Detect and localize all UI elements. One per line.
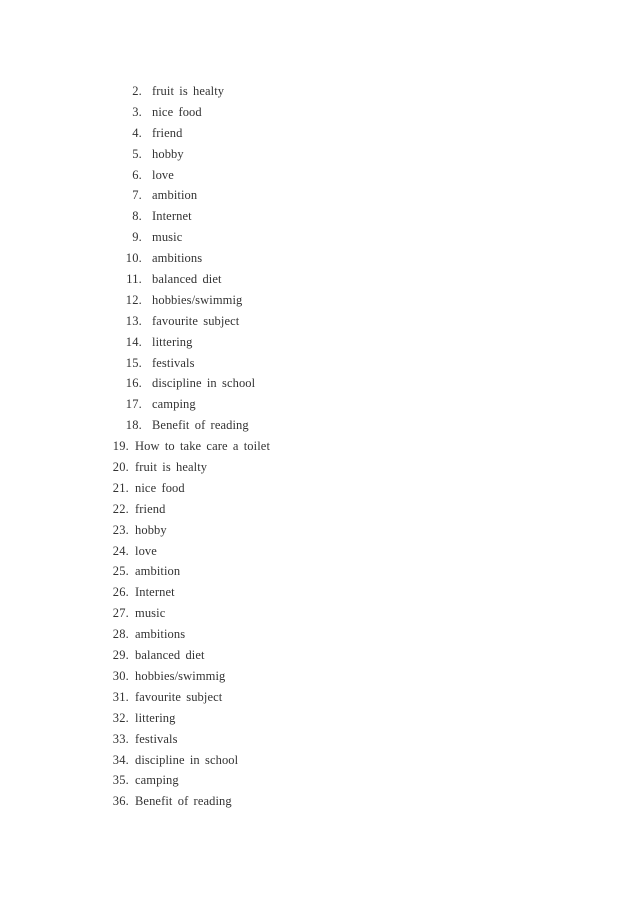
list-item-text: balanced diet [152, 272, 222, 287]
list-item [0, 624, 638, 645]
list-item [0, 81, 638, 102]
list-item-text: fruit is healty [152, 84, 225, 98]
list-item-number: 18. [125, 418, 142, 433]
list-item [0, 457, 638, 478]
list-item [0, 144, 638, 165]
list-item-number: 30. [112, 668, 129, 683]
list-item [0, 123, 638, 144]
list-item [0, 729, 638, 750]
list-item-number: 7. [132, 188, 142, 203]
list-item [0, 227, 638, 248]
list-item-number: 12. [125, 292, 142, 307]
list-item [0, 520, 638, 541]
list-item-text: favourite subject [152, 313, 240, 328]
list-item-text: music [135, 606, 166, 621]
list-item [0, 582, 638, 603]
list-item-text: favourite subject [135, 689, 223, 704]
list-item-text: love [135, 543, 157, 558]
list-item-text: love [152, 167, 174, 182]
list-item-text: camping [135, 773, 179, 788]
list-item-number: 27. [112, 606, 129, 621]
list-item-number: 15. [125, 355, 142, 370]
list-item-number: 4. [132, 125, 142, 140]
list-item-number: 16. [125, 376, 142, 391]
list-item-text: littering [152, 334, 193, 349]
list-item-text: fruit is healty [135, 460, 208, 475]
list-item [0, 791, 638, 812]
list-item-number: 8. [132, 209, 142, 224]
list-item [0, 373, 638, 394]
list-item-text: Benefit of reading [135, 794, 232, 809]
list-item-number: 14. [125, 334, 142, 349]
list-item-number: 26. [112, 585, 129, 600]
list-item-number: 11. [126, 272, 142, 287]
list-item-text: ambitions [152, 251, 203, 266]
list-item-number: 17. [125, 397, 142, 412]
list-item-text: nice food [135, 480, 185, 495]
list-item-text: Internet [152, 209, 192, 224]
list-item [0, 499, 638, 520]
list-item-text: camping [152, 397, 196, 412]
list-item-number: 34. [112, 752, 129, 767]
list-item-number: 20. [112, 460, 129, 475]
list-item-text: hobbies/swimmig [152, 292, 243, 307]
list-item [0, 415, 638, 436]
list-item-text: festivals [152, 355, 195, 370]
list-item-text: festivals [135, 731, 178, 746]
list-item-number: 19. [112, 439, 129, 454]
list-item [0, 436, 638, 457]
list-item-text: hobbies/swimmig [135, 668, 226, 683]
list-item-number: 5. [132, 146, 142, 161]
list-item-number: 23. [112, 522, 129, 537]
list-item-number: 32. [112, 710, 129, 725]
list-item-number: 29. [112, 648, 129, 663]
list-item-text: ambition [152, 188, 198, 203]
list-item-number: 10. [125, 251, 142, 266]
list-item [0, 102, 638, 123]
list-item [0, 541, 638, 562]
list-item [0, 394, 638, 415]
list-item [0, 353, 638, 374]
list-item-number: 6. [132, 167, 142, 182]
list-item [0, 750, 638, 771]
list-item-number: 21. [112, 480, 129, 495]
list-item-number: 13. [125, 313, 142, 328]
list-item-number: 31. [112, 689, 129, 704]
list-item-text: Benefit of reading [152, 418, 249, 433]
list-item [0, 478, 638, 499]
list-item [0, 603, 638, 624]
list-item-number: 33. [112, 731, 129, 746]
list-item-text: balanced diet [135, 648, 205, 663]
list-item-number: 3. [132, 104, 142, 119]
list-item-text: ambition [135, 564, 181, 579]
list-item-text: friend [135, 501, 166, 516]
list-item [0, 269, 638, 290]
list-item [0, 311, 638, 332]
list-item-text: hobby [135, 522, 167, 537]
list-item-text: littering [135, 710, 176, 725]
list-item-number: 35. [112, 773, 129, 788]
list-item [0, 645, 638, 666]
list-item [0, 206, 638, 227]
list-item-text: Internet [135, 585, 175, 600]
list-item-number: 9. [132, 230, 142, 245]
list-item-number: 25. [112, 564, 129, 579]
list-item [0, 561, 638, 582]
list-item-number: 2. [132, 84, 142, 98]
list-item-text: nice food [152, 104, 202, 119]
list-item-text: discipline in school [152, 376, 256, 391]
list-item-number: 24. [112, 543, 129, 558]
list-item [0, 332, 638, 353]
list-item-text: How to take care a toilet [135, 439, 271, 454]
list-item-number: 22. [112, 501, 129, 516]
list-item [0, 248, 638, 269]
topic-list [0, 81, 638, 812]
list-item [0, 666, 638, 687]
list-item-number: 36. [112, 794, 129, 809]
list-item-text: music [152, 230, 183, 245]
list-item [0, 687, 638, 708]
list-item-text: discipline in school [135, 752, 239, 767]
list-item [0, 185, 638, 206]
list-item-text: ambitions [135, 627, 186, 642]
list-item-text: hobby [152, 146, 184, 161]
list-item [0, 708, 638, 729]
list-item [0, 290, 638, 311]
list-item [0, 165, 638, 186]
list-item-number: 28. [112, 627, 129, 642]
list-item [0, 770, 638, 791]
list-item-text: friend [152, 125, 183, 140]
